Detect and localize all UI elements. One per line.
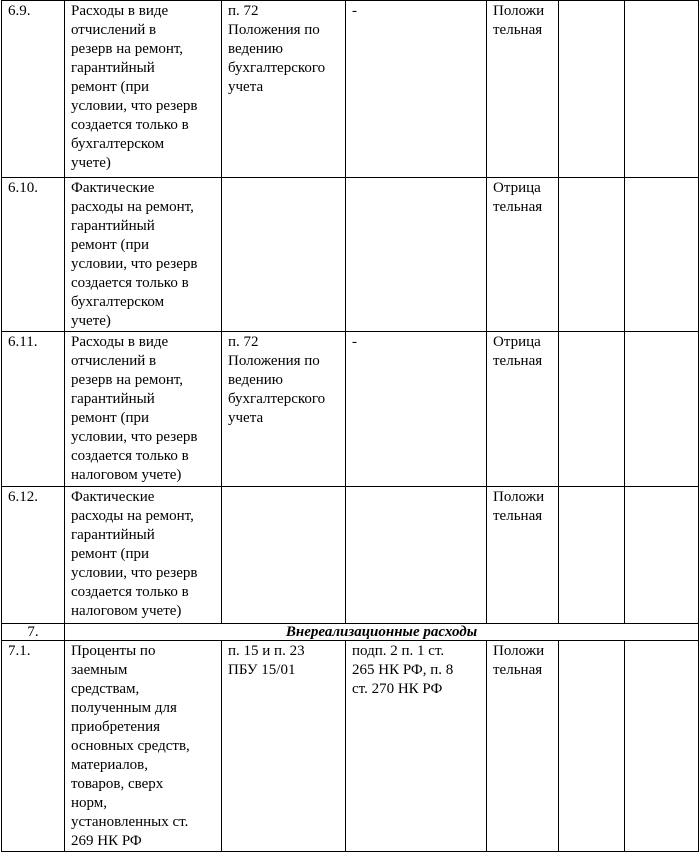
section-header-row [2,624,699,641]
row-number: 7.1. [2,641,65,852]
tax-reference: - [346,1,487,178]
row-number: 6.10. [2,178,65,332]
difference-type: Положи тельная [487,641,559,852]
tax-reference: подп. 2 п. 1 ст. 265 НК РФ, п. 8 ст. 270 НК РФ [346,641,487,852]
row-number: 6.11. [2,332,65,487]
expense-description: Расходы в виде отчислений в резерв на ремонт, гарантийный ремонт (при условии, что резерв создается только в бухгалтерском учете) [65,1,222,178]
table-row [2,487,699,624]
difference-type: Отрица тельная [487,332,559,487]
empty-cell [559,178,625,332]
row-number: 6.12. [2,487,65,624]
tax-reference [346,487,487,624]
accounting-reference [222,178,346,332]
tax-reference: - [346,332,487,487]
section-title: Внереализационные расходы [65,624,699,641]
table-row [2,641,699,852]
tax-reference [346,178,487,332]
table-row [2,1,699,178]
accounting-reference [222,487,346,624]
empty-cell [559,332,625,487]
empty-cell [559,1,625,178]
empty-cell [559,487,625,624]
empty-cell [625,1,699,178]
differences-table [1,0,699,852]
expense-description: Проценты по заемным средствам, полученным для приобретения основных средств, материалов, товаров, сверх норм, установленных ст. 269 НК РФ [65,641,222,852]
accounting-reference: п. 72 Положения по ведению бухгалтерского учета [222,332,346,487]
accounting-reference: п. 72 Положения по ведению бухгалтерского учета [222,1,346,178]
table-row [2,332,699,487]
empty-cell [559,641,625,852]
expense-description: Расходы в виде отчислений в резерв на ремонт, гарантийный ремонт (при условии, что резерв создается только в налоговом учете) [65,332,222,487]
difference-type: Отрица тельная [487,178,559,332]
empty-cell [625,487,699,624]
difference-type: Положи тельная [487,1,559,178]
empty-cell [625,641,699,852]
difference-type: Положи тельная [487,487,559,624]
table-row [2,178,699,332]
empty-cell [625,332,699,487]
row-number: 6.9. [2,1,65,178]
section-number: 7. [2,624,65,641]
empty-cell [625,178,699,332]
expense-description: Фактические расходы на ремонт, гарантийный ремонт (при условии, что резерв создается только в налоговом учете) [65,487,222,624]
accounting-reference: п. 15 и п. 23 ПБУ 15/01 [222,641,346,852]
expense-description: Фактические расходы на ремонт, гарантийный ремонт (при условии, что резерв создается только в бухгалтерском учете) [65,178,222,332]
